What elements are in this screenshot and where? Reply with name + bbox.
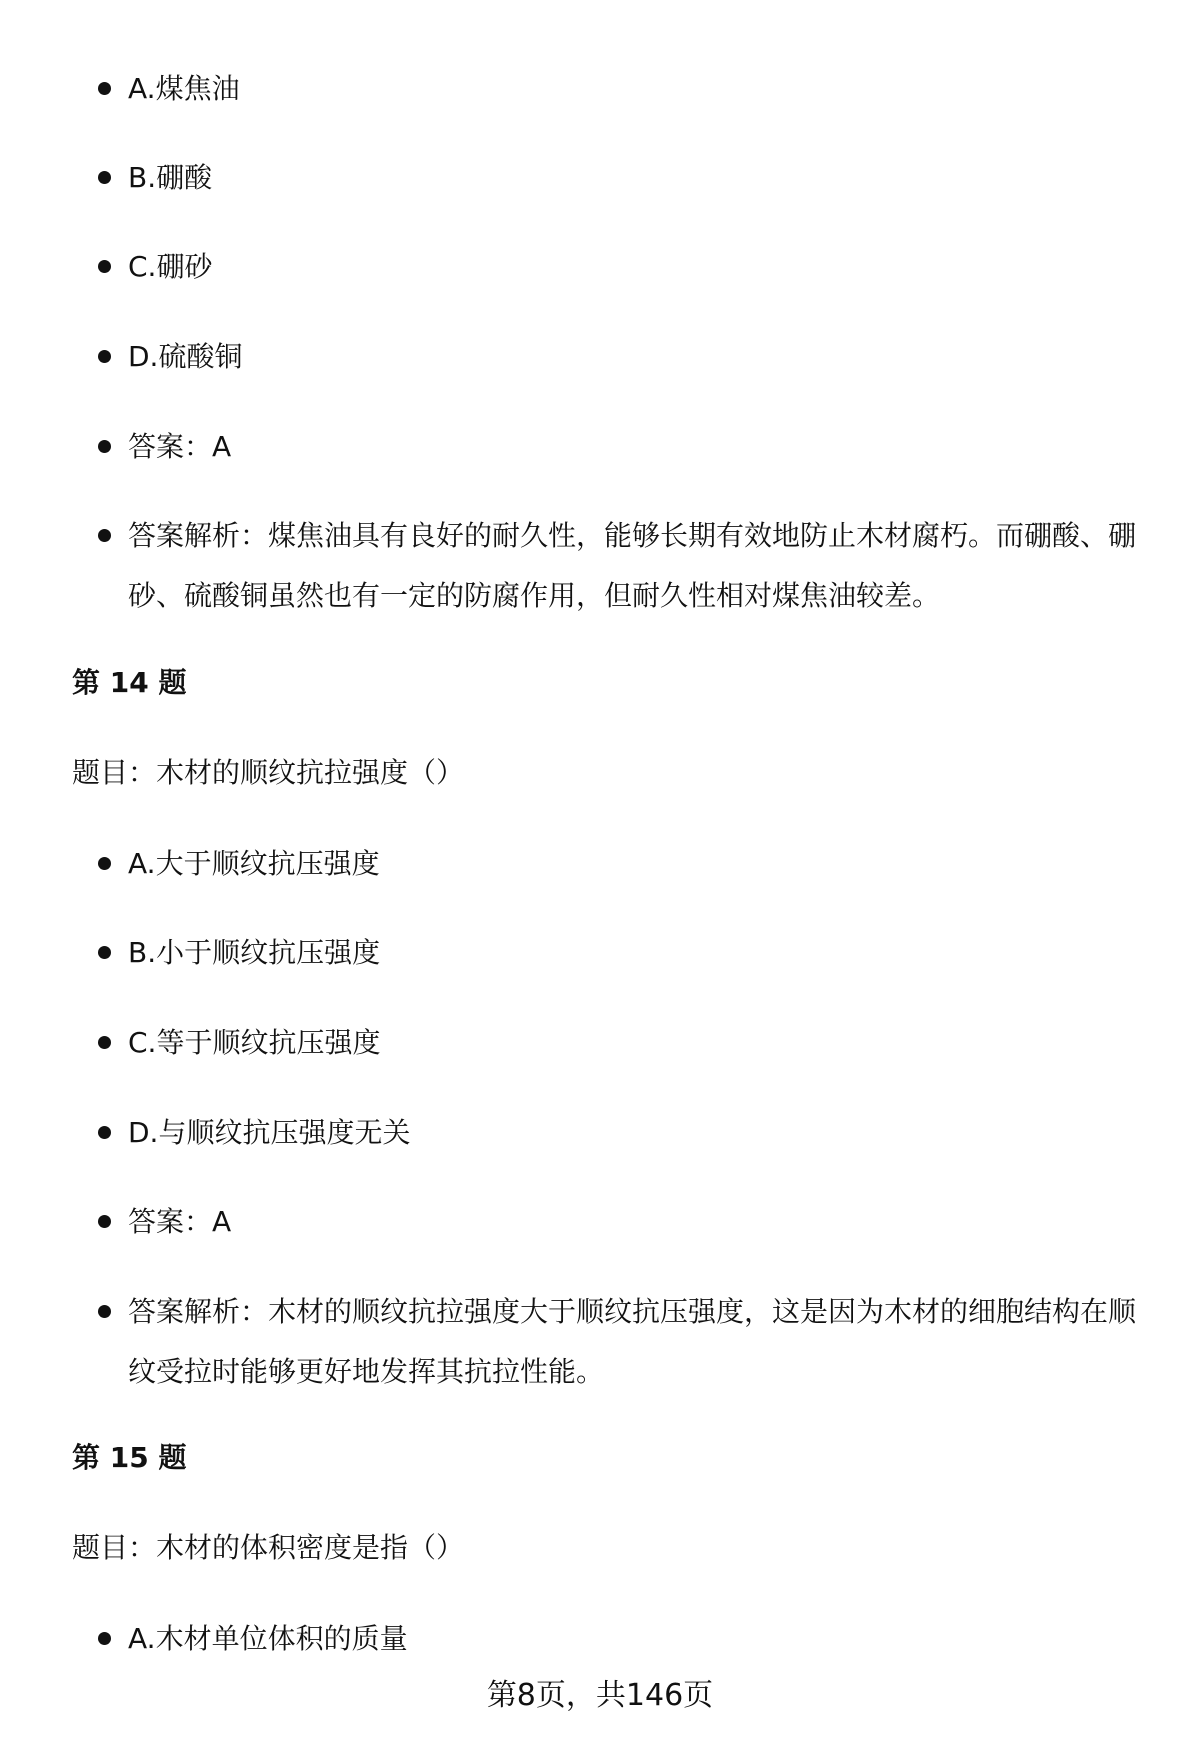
q13-answer: 答案：A	[128, 430, 232, 463]
q13-option-b: B.硼酸	[128, 161, 213, 194]
bullet-icon	[98, 857, 111, 870]
q13-option-a: A.煤焦油	[128, 72, 240, 105]
q15-question: 题目：木材的体积密度是指（）	[72, 1531, 465, 1564]
bullet-icon	[98, 171, 111, 184]
bullet-icon	[98, 440, 111, 453]
bullet-icon	[98, 1215, 111, 1228]
bullet-icon	[98, 350, 111, 363]
bullet-icon	[98, 260, 111, 273]
q13-explanation: 答案解析：煤焦油具有良好的耐久性，能够长期有效地防止木材腐朽。而硼酸、硼砂、硫酸铜虽然也有一定的防腐作用，但耐久性相对煤焦油较差。	[128, 519, 1137, 612]
q15-heading: 第 15 题	[72, 1441, 187, 1474]
page-number-footer: 第8页，共146页	[486, 1678, 714, 1713]
q14-answer: 答案：A	[128, 1205, 232, 1238]
bullet-icon	[98, 82, 111, 95]
bullet-icon	[98, 529, 111, 542]
q13-option-c: C.硼砂	[128, 250, 213, 283]
q14-option-d: D.与顺纹抗压强度无关	[128, 1116, 411, 1149]
q15-option-a: A.木材单位体积的质量	[128, 1622, 408, 1655]
bullet-icon	[98, 1126, 111, 1139]
q14-explanation: 答案解析：木材的顺纹抗拉强度大于顺纹抗压强度，这是因为木材的细胞结构在顺纹受拉时能够更好地发挥其抗拉性能。	[128, 1295, 1137, 1388]
bullet-icon	[98, 1305, 111, 1318]
q14-option-b: B.小于顺纹抗压强度	[128, 936, 381, 969]
bullet-icon	[98, 1632, 111, 1645]
q14-option-c: C.等于顺纹抗压强度	[128, 1026, 381, 1059]
q14-question: 题目：木材的顺纹抗拉强度（）	[72, 756, 465, 789]
bullet-icon	[98, 1036, 111, 1049]
bullet-icon	[98, 946, 111, 959]
q14-option-a: A.大于顺纹抗压强度	[128, 847, 380, 880]
q14-heading: 第 14 题	[72, 666, 187, 699]
q13-option-d: D.硫酸铜	[128, 340, 243, 373]
